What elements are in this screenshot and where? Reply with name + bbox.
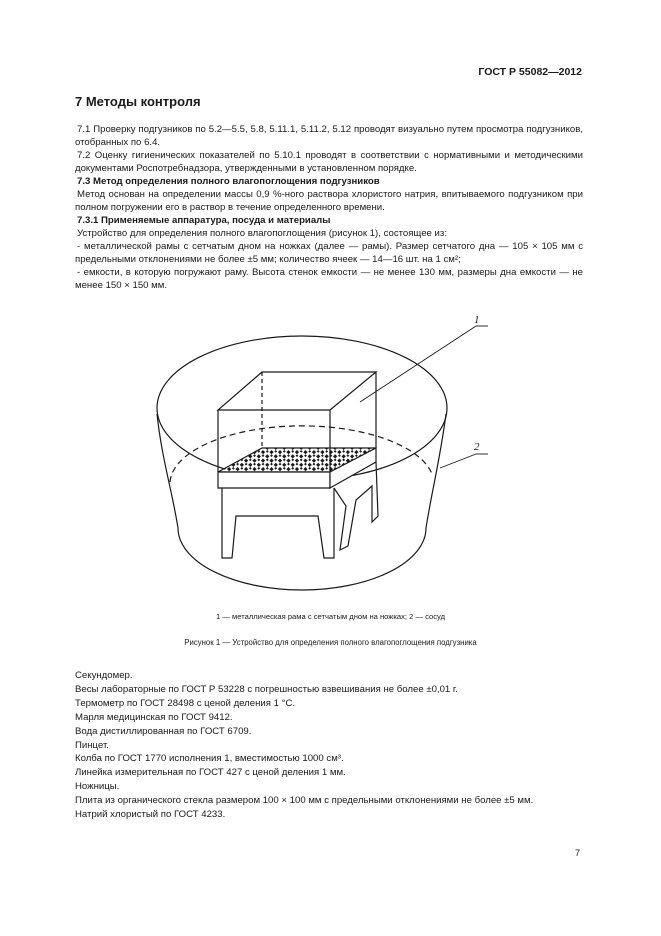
figure-caption: Рисунок 1 — Устройство для определения полного влагопоглощения подгузника (184, 638, 477, 647)
figure-1-drawing (140, 310, 520, 600)
paragraph-7-3-1-intro: Устройство для определения полного влагопоглощения (рисунок 1), состоящее из: (77, 228, 447, 239)
heading-7-3-1: 7.3.1 Применяемые аппаратура, посуда и материалы (77, 215, 331, 226)
paragraph-7-3-1-frame: - металлической рамы с сетчатым дном на ножках (далее — рамы). Размер сетчатого дна — 105 × 105 мм с предельными отклонениями не более ±5 мм; количество ячеек — 14—16 шт. на 1 см²; (75, 241, 583, 265)
label-1: 1 (474, 314, 480, 326)
list-item: Пинцет. (75, 739, 109, 751)
label-2: 2 (474, 441, 480, 453)
standard-header: ГОСТ Р 55082—2012 (478, 66, 582, 78)
paragraph-7-1: 7.1 Проверку подгузников по 5.2—5.5, 5.8, 5.11.1, 5.11.2, 5.12 проводят визуально путем просмотра подгузников, отобранных по 6.4. (75, 124, 583, 148)
equipment-list (75, 669, 583, 822)
text-block-top (75, 123, 583, 292)
list-item: Марля медицинская по ГОСТ 9412. (75, 711, 233, 723)
frame-shape (218, 372, 378, 558)
section-title: 7 Методы контроля (75, 94, 201, 109)
paragraph-7-3: Метод основан на определении массы 0,9 %-ного раствора хлористого натрия, впитываемого подгузником при полном погружении его в раствор в течение определенного времени. (75, 189, 583, 213)
paragraph-7-3-1-vessel: - емкости, в которую погружают раму. Высота стенок емкости — не менее 130 мм, размеры дна емкости — не менее 150 × 150 мм. (75, 267, 583, 291)
list-item: Секундомер. (75, 670, 133, 681)
list-item: Плита из органического стекла размером 100 × 100 мм с предельными отклонениями не более ±5 мм. (75, 795, 534, 807)
list-item: Ножницы. (75, 781, 120, 793)
list-item: Вода дистиллированная по ГОСТ 6709. (75, 725, 252, 737)
list-item: Весы лабораторные по ГОСТ Р 53228 с погрешностью взвешивания не более ±0,01 г. (75, 683, 458, 695)
figure-legend: 1 — металлическая рама с сетчатым дном на ножках; 2 — сосуд (215, 612, 446, 621)
list-item: Линейка измерительная по ГОСТ 427 с ценой деления 1 мм. (75, 767, 346, 779)
list-item: Колба по ГОСТ 1770 исполнения 1, вместимостью 1000 см³. (75, 753, 344, 765)
list-item: Натрий хлористый по ГОСТ 4233. (75, 809, 226, 821)
paragraph-7-2: 7.2 Оценку гигиенических показателей по 5.10.1 проводят в соответствии с нормативными и методическими документами Роспотребнадзора, утвержденными в установленном порядке. (75, 150, 583, 174)
list-item: Термометр по ГОСТ 28498 с ценой деления 1 °С. (75, 697, 296, 709)
page-number: 7 (575, 848, 581, 858)
heading-7-3: 7.3 Метод определения полного влагопоглощения подгузников (77, 176, 380, 187)
